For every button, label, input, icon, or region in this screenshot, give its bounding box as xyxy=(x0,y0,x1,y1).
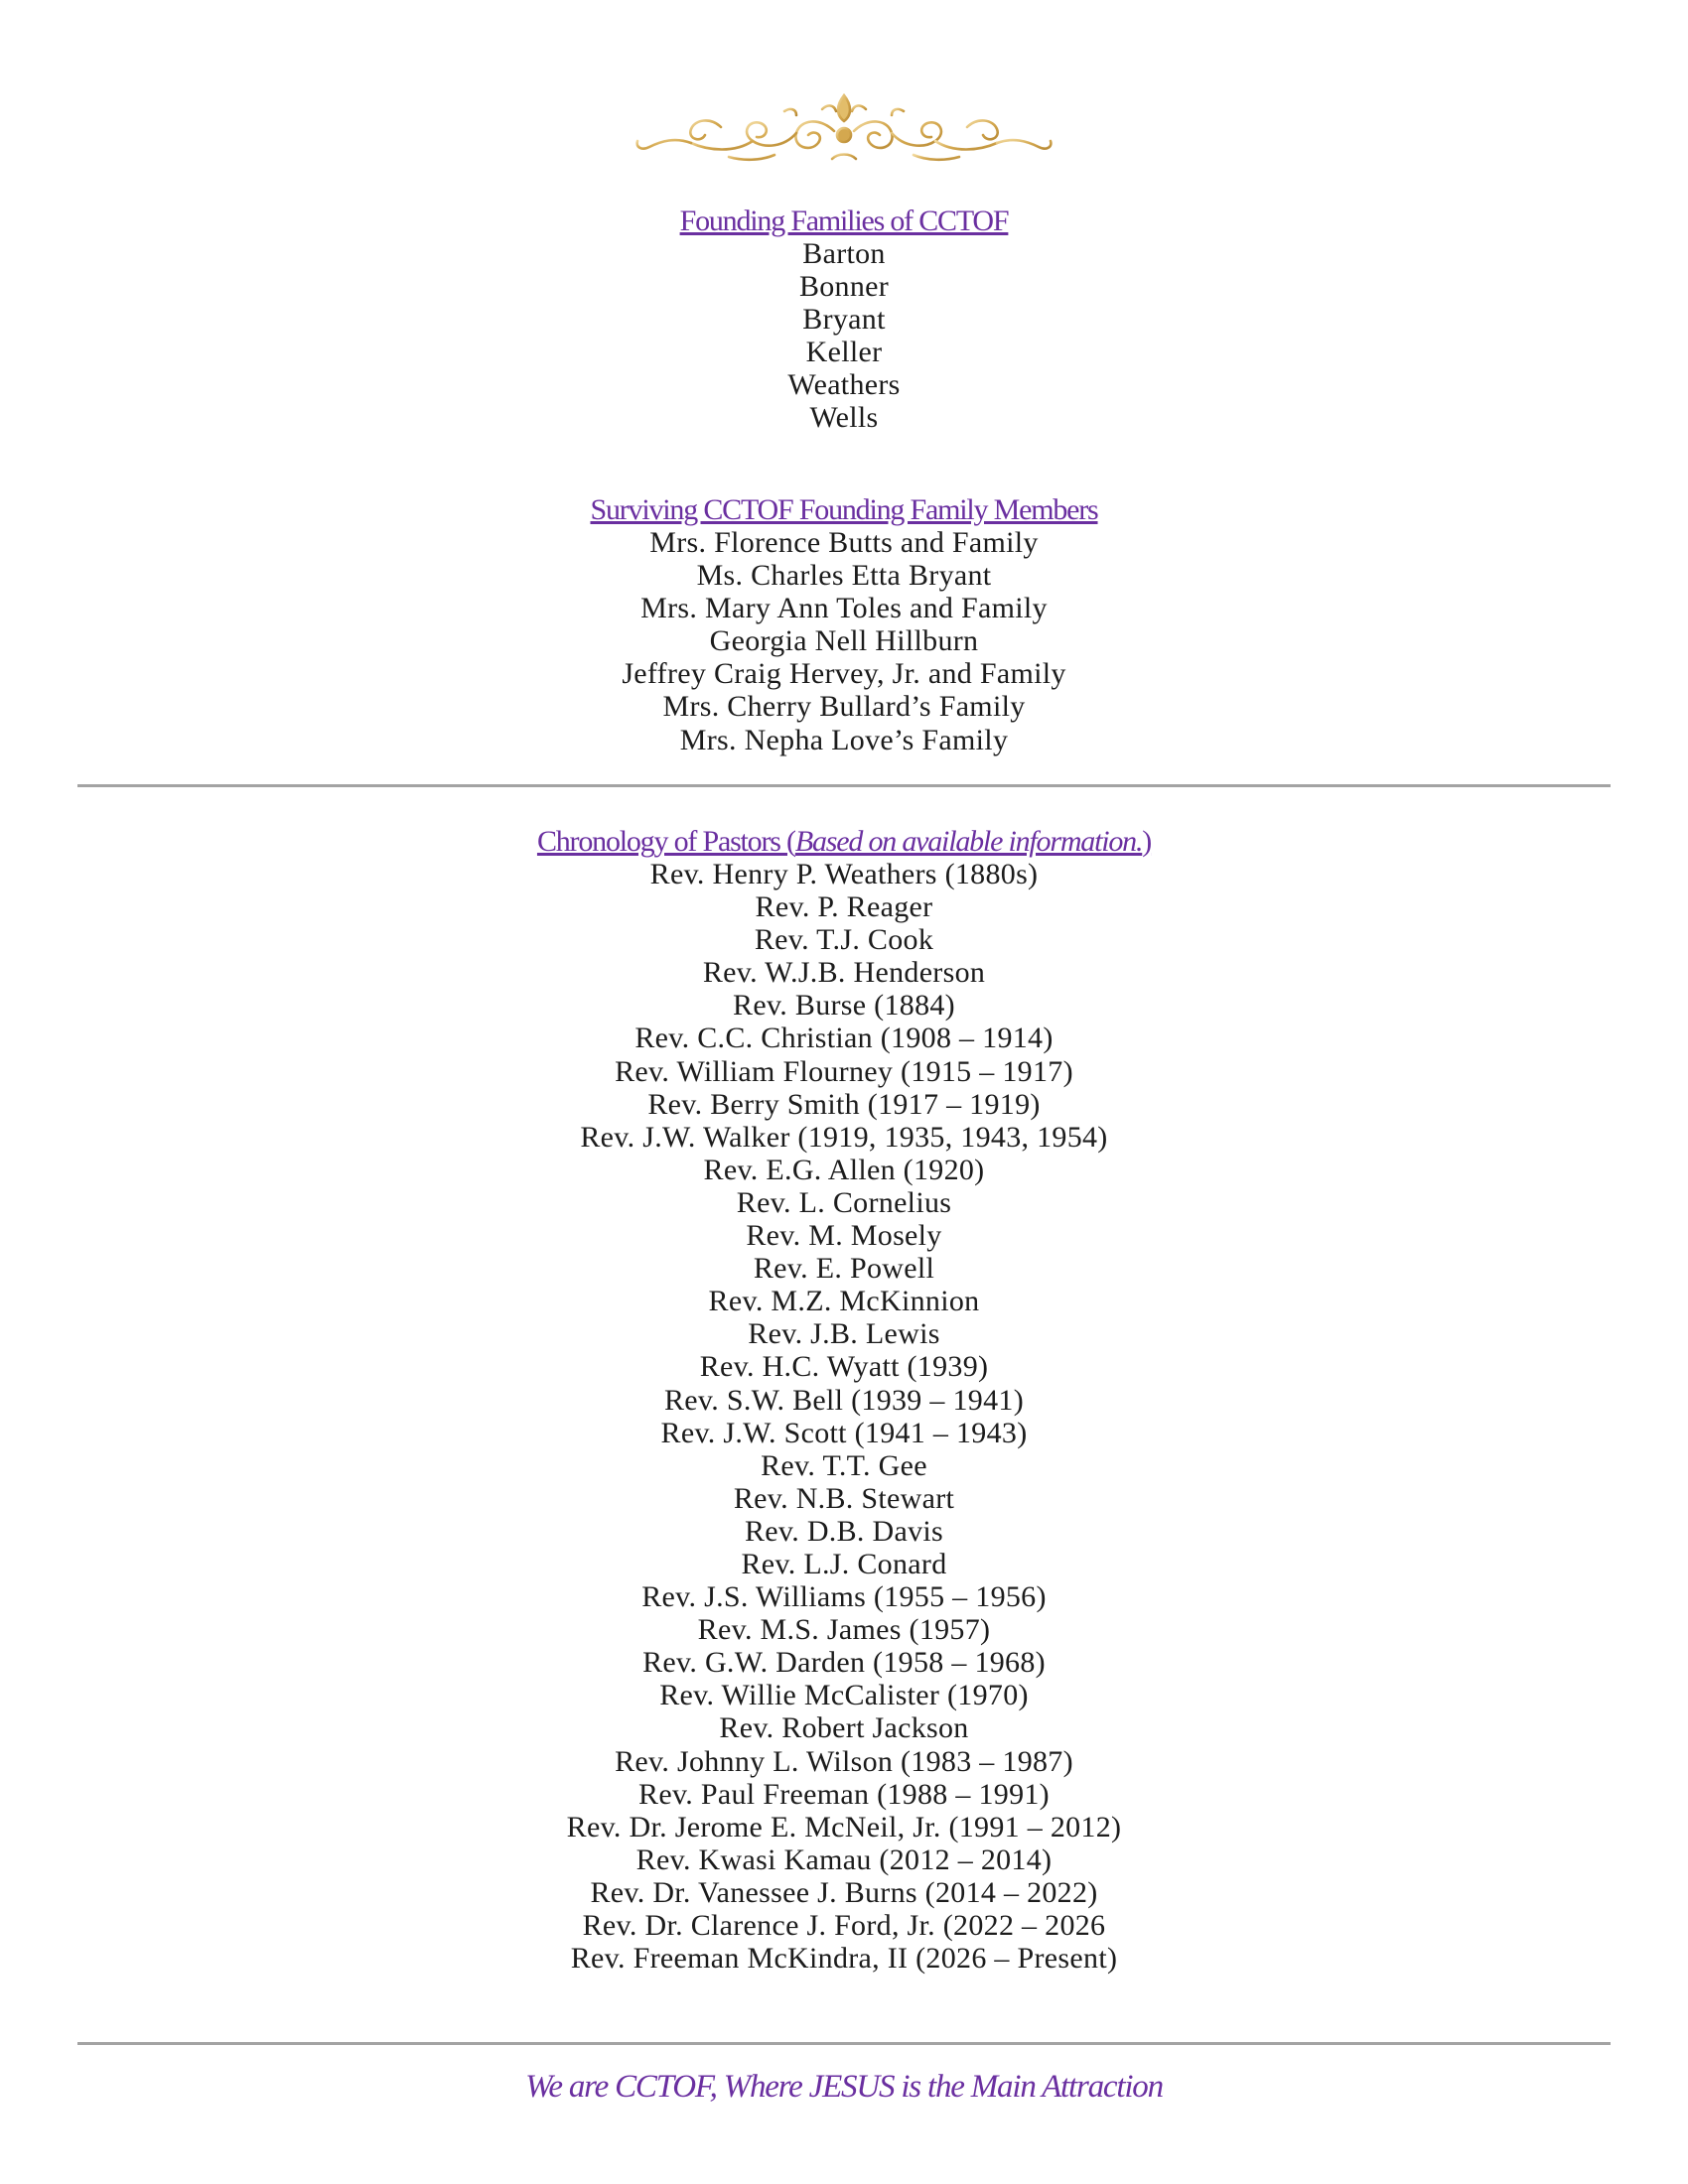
founding-families-heading: Founding Families of CCTOF xyxy=(679,205,1009,237)
pastors-heading-close: ) xyxy=(1142,825,1152,858)
list-item: Bryant xyxy=(802,303,886,337)
list-item: Mrs. Florence Butts and Family xyxy=(649,526,1039,559)
list-item: Rev. E. Powell xyxy=(753,1252,935,1286)
list-item: Rev. William Flourney (1915 – 1917) xyxy=(615,1054,1073,1088)
list-item: Rev. Freeman McKindra, II (2026 – Present) xyxy=(570,1942,1118,1976)
list-item: Rev. P. Reager xyxy=(755,890,933,924)
list-item: Rev. Paul Freeman (1988 – 1991) xyxy=(638,1777,1050,1811)
divider-rule xyxy=(77,784,1611,787)
list-item: Rev. Dr. Jerome E. McNeil, Jr. (1991 – 2012) xyxy=(566,1810,1122,1843)
list-item: Georgia Nell Hillburn xyxy=(709,624,979,658)
list-item: Rev. C.C. Christian (1908 – 1914) xyxy=(634,1022,1054,1055)
list-item: Rev. S.W. Bell (1939 – 1941) xyxy=(664,1383,1024,1417)
list-item: Rev. L. Cornelius xyxy=(736,1185,952,1219)
founding-families-list xyxy=(0,237,1688,435)
list-item: Rev. N.B. Stewart xyxy=(733,1481,955,1515)
list-item: Rev. T.J. Cook xyxy=(754,923,934,957)
surviving-members-list xyxy=(0,526,1688,756)
list-item: Jeffrey Craig Hervey, Jr. and Family xyxy=(622,657,1066,691)
list-item: Rev. H.C. Wyatt (1939) xyxy=(699,1350,989,1384)
list-item: Mrs. Mary Ann Toles and Family xyxy=(640,592,1048,625)
surviving-members-heading: Surviving CCTOF Founding Family Members xyxy=(590,493,1098,526)
list-item: Barton xyxy=(802,237,886,270)
list-item: Rev. Dr. Vanessee J. Burns (2014 – 2022) xyxy=(590,1875,1098,1909)
list-item: Weathers xyxy=(787,368,901,402)
footer-divider-rule xyxy=(77,2042,1611,2045)
pastors-heading-note: Based on available information. xyxy=(794,825,1143,858)
list-item: Rev. M. Mosely xyxy=(746,1219,942,1253)
list-item: Rev. M.S. James (1957) xyxy=(697,1613,991,1647)
list-item: Rev. J.S. Williams (1955 – 1956) xyxy=(641,1580,1047,1614)
list-item: Rev. M.Z. McKinnion xyxy=(708,1285,980,1318)
pastors-section xyxy=(0,825,1688,1975)
list-item: Rev. Willie McCalister (1970) xyxy=(659,1679,1029,1712)
surviving-members-section xyxy=(0,493,1688,756)
pastors-list xyxy=(0,858,1688,1975)
pastors-heading xyxy=(0,825,1688,858)
list-item: Rev. E.G. Allen (1920) xyxy=(703,1153,985,1186)
list-item: Rev. Burse (1884) xyxy=(733,989,955,1023)
list-item: Rev. Henry P. Weathers (1880s) xyxy=(649,858,1039,890)
list-item: Wells xyxy=(809,401,879,435)
pastors-heading-text: Chronology of Pastors ( xyxy=(536,825,795,858)
list-item: Rev. G.W. Darden (1958 – 1968) xyxy=(642,1646,1046,1680)
list-item: Rev. Robert Jackson xyxy=(719,1711,969,1745)
footer-tagline: We are CCTOF, Where JESUS is the Main Attraction xyxy=(525,2069,1163,2105)
gold-flourish-ornament xyxy=(626,87,1062,172)
list-item: Ms. Charles Etta Bryant xyxy=(696,559,992,593)
list-item: Rev. L.J. Conard xyxy=(741,1547,947,1580)
list-item: Rev. J.W. Walker (1919, 1935, 1943, 1954) xyxy=(580,1120,1108,1154)
list-item: Rev. Johnny L. Wilson (1983 – 1987) xyxy=(615,1744,1073,1778)
list-item: Rev. W.J.B. Henderson xyxy=(702,956,986,990)
list-item: Rev. J.B. Lewis xyxy=(748,1317,940,1351)
list-item: Keller xyxy=(805,336,883,369)
list-item: Rev. D.B. Davis xyxy=(744,1514,944,1548)
list-item: Rev. T.T. Gee xyxy=(761,1448,927,1482)
list-item: Rev. Kwasi Kamau (2012 – 2014) xyxy=(635,1843,1053,1876)
list-item: Rev. J.W. Scott (1941 – 1943) xyxy=(660,1416,1028,1449)
list-item: Rev. Berry Smith (1917 – 1919) xyxy=(647,1087,1041,1121)
list-item: Bonner xyxy=(798,270,890,304)
list-item: Mrs. Cherry Bullard’s Family xyxy=(662,690,1026,724)
list-item: Rev. Dr. Clarence J. Ford, Jr. (2022 – 2026 xyxy=(582,1909,1106,1942)
founding-families-section xyxy=(0,205,1688,435)
list-item: Mrs. Nepha Love’s Family xyxy=(679,723,1009,756)
